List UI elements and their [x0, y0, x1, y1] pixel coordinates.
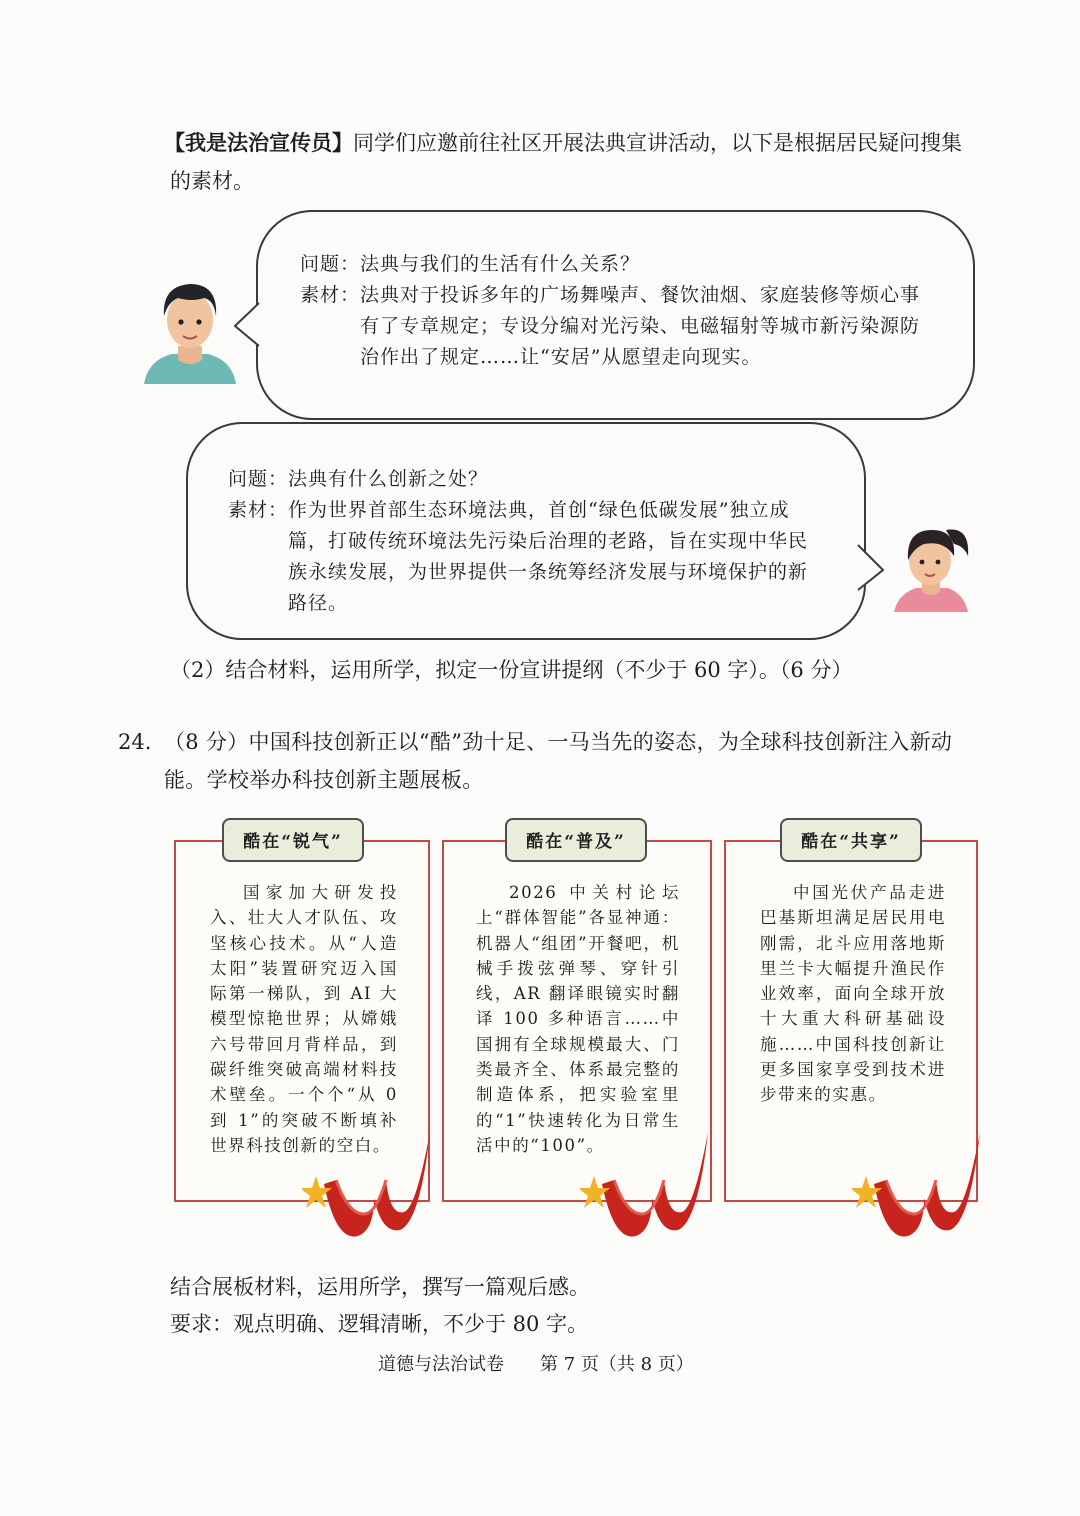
question-label: 问题：	[228, 468, 289, 490]
girl-avatar	[884, 516, 976, 612]
panel-2-title: 酷在“普及”	[505, 818, 647, 862]
panel-3-text: 中国光伏产品走进巴基斯坦满足居民用电刚需，北斗应用落地斯里兰卡大幅提升渔民作业效率，面向全球开放十大重大科研基础设施……中国科技创新让更多国家享受到技术进步带来的实惠。	[760, 883, 946, 1105]
question-24-number: 24.	[118, 730, 152, 754]
bubble-1-content	[300, 249, 938, 373]
intro-heading: 【我是法治宣传员】	[164, 130, 353, 155]
bubble-2-question-row	[228, 464, 826, 495]
panel-3-title: 酷在“共享”	[780, 818, 922, 862]
bubble-2-tail	[854, 542, 886, 594]
requirement-text: 要求：观点明确、逻辑清晰，不少于 80 字。	[170, 1312, 589, 1336]
material-text: 法典对于投诉多年的广场舞噪声、餐饮油烟、家庭装修等烦心事有了专章规定；专设分编对光污染、电磁辐射等城市新污染源防治作出了规定……让“安居”从愿望走向现实。	[360, 284, 921, 368]
bubble-1-tail	[232, 300, 262, 350]
bubble-2-material-row	[228, 495, 826, 619]
panel-1-title: 酷在“锐气”	[222, 818, 364, 862]
boy-avatar	[138, 272, 242, 384]
question-text: 法典与我们的生活有什么关系？	[360, 253, 641, 275]
question-24-text: （8 分）中国科技创新正以“酷”劲十足、一马当先的姿态，为全球科技创新注入新动能。学校举办科技创新主题展板。	[164, 730, 953, 792]
task-text: 结合展板材料，运用所学，撰写一篇观后感。	[170, 1275, 590, 1299]
material-label: 素材：	[228, 499, 289, 521]
footer-subject: 道德与法治试卷	[378, 1354, 504, 1375]
question-text: 法典有什么创新之处？	[288, 468, 489, 490]
footer-page-number: 第 7 页（共 8 页）	[540, 1354, 694, 1375]
material-text: 作为世界首部生态环境法典，首创“绿色低碳发展”独立成篇，打破传统环境法先污染后治理的老路，旨在实现中华民族永续发展，为世界提供一条统筹经济发展与环境保护的新路径。	[288, 499, 809, 614]
question-label: 问题：	[300, 253, 361, 275]
bubble-1-question-row	[300, 249, 938, 280]
panel-2-text: 2026 中关村论坛上“群体智能”各显神通：机器人“组团”开餐吧，机械手拨弦弹琴、穿针引线，AR 翻译眼镜实时翻译 100 多种语言……中国拥有全球规模最大、门类最齐全、体系最完整的制造体系，把实验室里的“1”快速转化为日常生活中的“100”。	[476, 883, 680, 1155]
intro-text: 同学们应邀前往社区开展法典宣讲活动，以下是根据居民疑问搜集的素材。	[170, 131, 962, 193]
ribbon-star-decoration-2	[580, 1124, 720, 1250]
ribbon-star-decoration-1	[302, 1124, 442, 1250]
bubble-2-content	[228, 464, 826, 619]
sub-question-2: （2）结合材料，运用所学，拟定一份宣讲提纲（不少于 60 字）。（6 分）	[170, 658, 853, 682]
page-footer	[378, 1350, 694, 1376]
ribbon-star-decoration-3	[852, 1124, 992, 1250]
material-label: 素材：	[300, 284, 361, 306]
panel-1-text: 国家加大研发投入、壮大人才队伍、攻坚核心技术。从“人造太阳”装置研究迈入国际第一梯队，到 AI 大模型惊艳世界；从嫦娥六号带回月背样品，到碳纤维突破高端材料技术壁垒。一个个“从 0 到 1”的突破不断填补世界科技创新的空白。	[210, 883, 398, 1155]
bubble-1-material-row	[300, 280, 938, 373]
intro-paragraph	[164, 124, 970, 200]
